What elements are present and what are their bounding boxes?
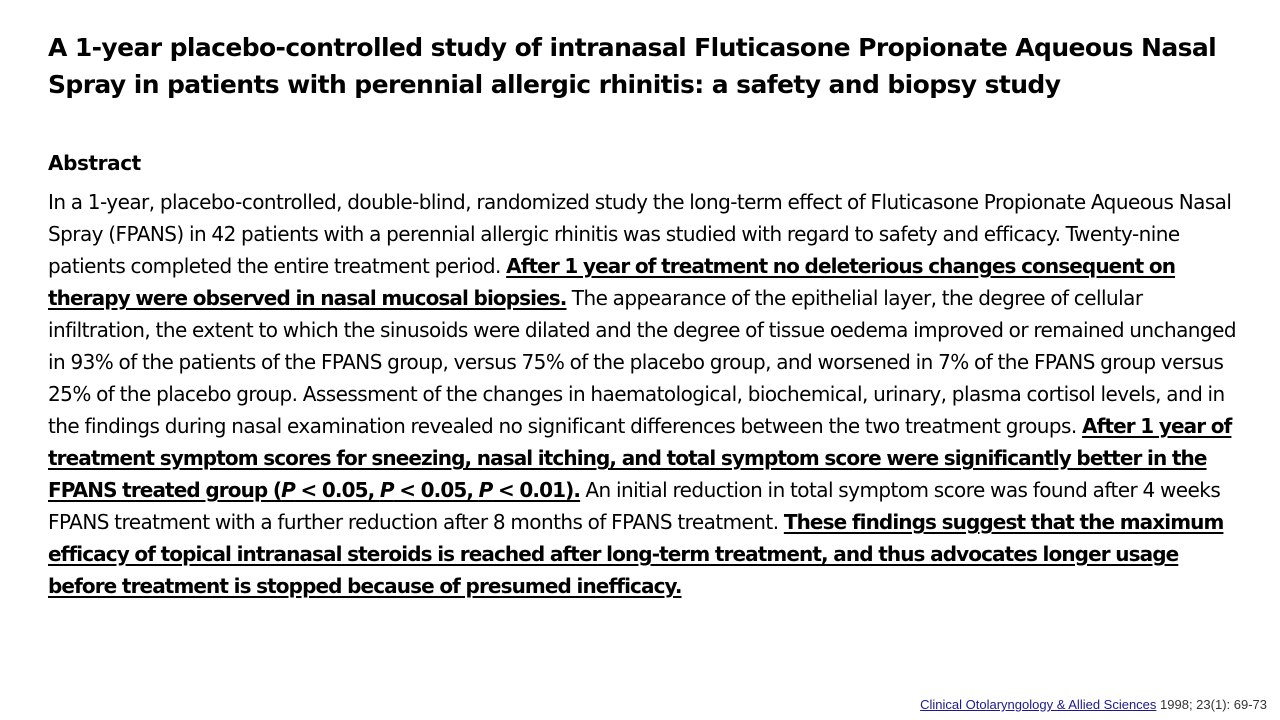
p-value-symbol: P bbox=[281, 478, 295, 502]
slide-title: A 1-year placebo-controlled study of intranasal Fluticasone Propionate Aqueous Nasal Spray in patients with perennial allergic rhinitis: a safety and biopsy study bbox=[48, 33, 1217, 99]
highlight-conclusion: These findings suggest that the maximum efficacy of topical intranasal steroids is reached after long-term treatment, and thus advocates longer usage before treatment is stopped because of presumed inefficacy. bbox=[48, 510, 1224, 598]
citation-details: 1998; 23(1): 69-73 bbox=[1156, 697, 1267, 712]
journal-link[interactable]: Clinical Otolaryngology & Allied Sciences bbox=[920, 697, 1157, 712]
highlight-biopsy-finding: After 1 year of treatment no deleterious changes consequent on therapy were observed in nasal mucosal biopsies. bbox=[48, 254, 1176, 310]
abstract-text: An initial reduction in total symptom score was found after 4 weeks FPANS treatment with a further reduction after 8 months of FPANS treatment. bbox=[48, 478, 1221, 534]
abstract-heading: Abstract bbox=[48, 151, 141, 175]
highlight-text: After 1 year of treatment symptom scores for sneezing, nasal itching, and total symptom score were significantly better in the FPANS treated group ( bbox=[48, 414, 1232, 502]
abstract-text: In a 1-year, placebo-controlled, double-blind, randomized study the long-term effect of Fluticasone Propionate Aqueous Nasal Spray (FPANS) in 42 patients with a perennial allergic rhinitis was studied with regard to safety and efficacy. Twenty-nine patients completed the entire treatment period. bbox=[48, 190, 1232, 278]
p-value-symbol: P bbox=[478, 478, 493, 502]
p-value-symbol: P bbox=[379, 478, 394, 502]
highlight-text: < 0.05, bbox=[294, 478, 380, 502]
abstract-text: The appearance of the epithelial layer, the degree of cellular infiltration, the extent to which the sinusoids were dilated and the degree of tissue oedema improved or remained unchanged in 93% of the patients of the FPANS group, versus 75% of the placebo group, and worsened in 7% of the FPANS group versus 25% of the placebo group. Assessment of the changes in haematological, biochemical, urinary, plasma cortisol levels, and in the findings during nasal examination revealed no significant differences between the two treatment groups. bbox=[48, 286, 1236, 438]
abstract-body bbox=[48, 186, 1248, 602]
highlight-text: < 0.05, bbox=[393, 478, 479, 502]
citation bbox=[920, 697, 1267, 713]
highlight-text: < 0.01). bbox=[492, 478, 581, 502]
